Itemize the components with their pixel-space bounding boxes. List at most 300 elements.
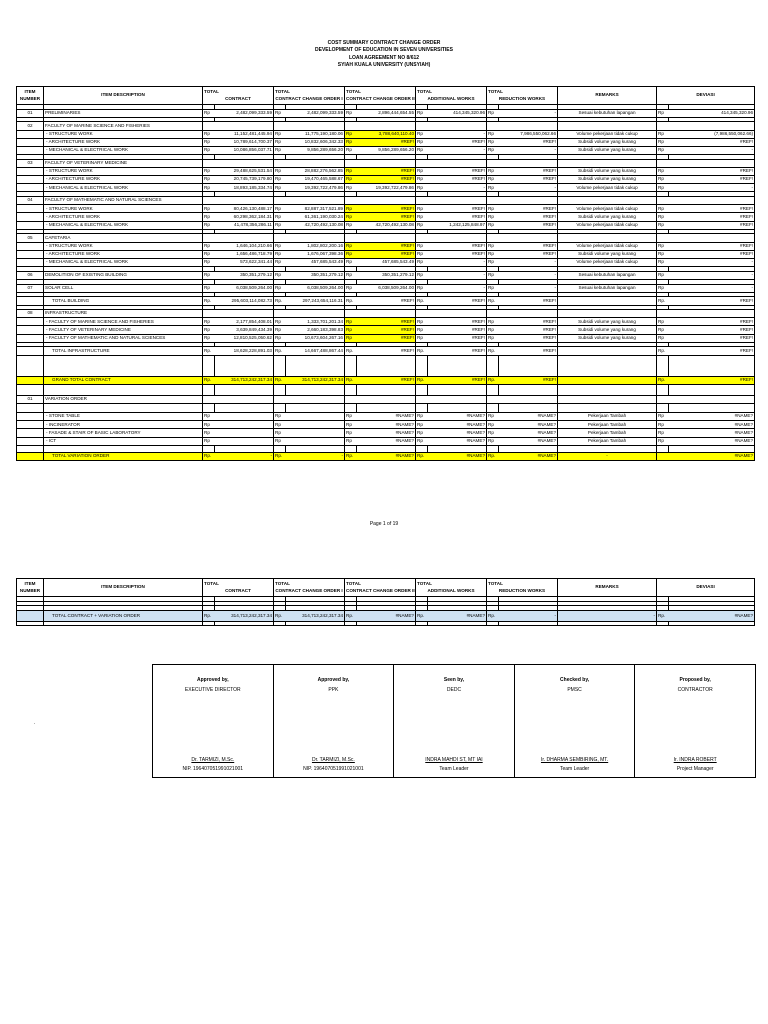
currency-label xyxy=(657,395,669,403)
cell xyxy=(499,445,558,452)
cco2-value: #NAME? xyxy=(357,413,416,421)
item-number xyxy=(17,452,44,460)
remarks: Sesuai kebutuhan lapangan xyxy=(558,109,657,117)
additional-value: #REF! xyxy=(428,205,487,213)
deviasi-value: #REF! xyxy=(669,138,755,146)
cco2-value: #REF! xyxy=(357,138,416,146)
currency-label: Rp xyxy=(345,109,357,117)
currency-label: Rp. xyxy=(203,376,215,384)
additional-value: - xyxy=(428,284,487,292)
signature-role: Approved by, xyxy=(197,677,229,683)
currency-label: Rp xyxy=(203,130,215,138)
cell xyxy=(357,445,416,452)
cell xyxy=(657,445,669,452)
currency-label: Rp xyxy=(487,318,499,326)
column-header xyxy=(487,87,558,105)
currency-label: Rp xyxy=(203,258,215,266)
currency-label: Rp xyxy=(657,437,669,445)
deviasi-value: #REF! xyxy=(669,205,755,213)
summary-table xyxy=(16,578,755,626)
cell xyxy=(286,355,345,376)
currency-label: Rp xyxy=(274,334,286,342)
reduction-value: #REF! xyxy=(499,334,558,342)
currency-label: Rp xyxy=(345,429,357,437)
cco1-value: 350,351,279.12 xyxy=(286,271,345,279)
summary-row xyxy=(17,610,755,621)
cell xyxy=(345,355,357,376)
header-label: CONTRACT CHANGE ORDER II xyxy=(346,95,415,101)
remarks xyxy=(558,310,657,318)
signature-role: Approved by, xyxy=(317,677,350,683)
additional-value: - xyxy=(428,146,487,154)
cell xyxy=(416,621,428,626)
table-row xyxy=(17,221,755,229)
currency-label xyxy=(345,159,357,167)
contract-value xyxy=(215,159,274,167)
cell xyxy=(487,445,499,452)
currency-label: Rp xyxy=(203,284,215,292)
column-header xyxy=(17,87,44,105)
cell xyxy=(215,355,274,376)
deviasi-value: #REF! xyxy=(669,326,755,334)
cco1-value xyxy=(286,421,345,429)
table-row xyxy=(17,138,755,146)
remarks: Volume pekerjaan tidak cukup xyxy=(558,242,657,250)
currency-label xyxy=(345,122,357,130)
item-number xyxy=(17,326,44,334)
cco1-value xyxy=(286,437,345,445)
deviasi-value: #REF! xyxy=(669,250,755,258)
reduction-value: #NAME? xyxy=(499,429,558,437)
currency-label: Rp. xyxy=(657,347,669,355)
currency-label: Rp xyxy=(416,326,428,334)
currency-label: Rp xyxy=(274,413,286,421)
deviasi-value: 414,345,320.96 xyxy=(669,109,755,117)
cco2-value: #REF! xyxy=(357,318,416,326)
cco1-value: 14,667,488,867.44 xyxy=(286,347,345,355)
currency-label: Rp. xyxy=(416,347,428,355)
additional-value xyxy=(428,159,487,167)
currency-label: Rp xyxy=(203,146,215,154)
currency-label: Rp. xyxy=(657,297,669,305)
header-label: TOTAL xyxy=(275,89,290,95)
currency-label: Rp xyxy=(345,284,357,292)
currency-label: Rp xyxy=(416,258,428,266)
currency-label xyxy=(657,122,669,130)
item-description: PRELIMINARIES xyxy=(44,109,203,117)
reduction-value: - xyxy=(499,610,558,621)
deviasi-value: #NAME? xyxy=(669,421,755,429)
cco2-value: #REF! xyxy=(357,250,416,258)
cell xyxy=(487,404,499,413)
currency-label: Rp xyxy=(416,250,428,258)
header-label: DEVIASI xyxy=(696,584,715,590)
currency-label: Rp. xyxy=(274,610,286,621)
currency-label: Rp xyxy=(657,138,669,146)
cell xyxy=(416,445,428,452)
header-label: TOTAL xyxy=(204,581,219,587)
remarks: Subsidi volume yang kurang xyxy=(558,250,657,258)
deviasi-value: #NAME? xyxy=(669,452,755,460)
contract-value: 314,713,242,317.34 xyxy=(215,610,274,621)
item-number xyxy=(17,334,44,342)
cell xyxy=(428,445,487,452)
cell xyxy=(274,355,286,376)
cco1-value xyxy=(286,429,345,437)
cell xyxy=(44,384,203,395)
cell xyxy=(203,355,215,376)
header-label: TOTAL xyxy=(275,581,290,587)
reduction-value: #NAME? xyxy=(499,437,558,445)
currency-label xyxy=(487,159,499,167)
header-label: ADDITIONAL WORKS xyxy=(427,95,475,101)
column-header xyxy=(558,579,657,597)
currency-label: Rp xyxy=(203,413,215,421)
column-header-row xyxy=(17,579,755,597)
deviasi-value: #REF! xyxy=(669,297,755,305)
contract-value: 314,713,242,317.34 xyxy=(215,376,274,384)
remarks xyxy=(558,197,657,205)
cco1-value xyxy=(286,413,345,421)
deviasi-value: #REF! xyxy=(669,242,755,250)
cell xyxy=(345,621,357,626)
deviasi-value xyxy=(669,395,755,403)
currency-label: Rp xyxy=(416,184,428,192)
reduction-value: #REF! xyxy=(499,242,558,250)
remarks: Subsidi volume yang kurang xyxy=(558,146,657,154)
reduction-value: #REF! xyxy=(499,205,558,213)
reduction-value xyxy=(499,234,558,242)
contract-value: 29,488,625,531.54 xyxy=(215,167,274,175)
currency-label: Rp. xyxy=(657,610,669,621)
header-label: ITEM xyxy=(24,89,36,95)
doc-title: COST SUMMARY CONTRACT CHANGE ORDER xyxy=(327,40,441,46)
item-description: - STRUCTURE WORK xyxy=(44,205,203,213)
currency-label: Rp xyxy=(274,167,286,175)
currency-label: Rp xyxy=(416,429,428,437)
remarks: Volume pekerjaan tidak cukup xyxy=(558,205,657,213)
item-description: - FACULTY OF MATHEMATIC AND NATURAL SCIENCES xyxy=(44,334,203,342)
currency-label: Rp xyxy=(416,176,428,184)
currency-label: Rp xyxy=(345,167,357,175)
contract-value: 20,745,739,179.80 xyxy=(215,176,274,184)
currency-label xyxy=(203,122,215,130)
table-row xyxy=(17,234,755,242)
cco1-value: 1,802,802,200.16 xyxy=(286,242,345,250)
remarks: Pekerjaan Tambah xyxy=(558,437,657,445)
item-number xyxy=(17,242,44,250)
item-description: SOLAR CELL xyxy=(44,284,203,292)
contract-value: 2,482,099,333.59 xyxy=(215,109,274,117)
currency-label: Rp xyxy=(203,334,215,342)
cco2-value: 2,896,444,654.55 xyxy=(357,109,416,117)
table-row xyxy=(17,146,755,154)
cco1-value: 314,713,242,317.34 xyxy=(286,610,345,621)
cell xyxy=(286,384,345,395)
header-label: REMARKS xyxy=(595,92,619,98)
cell xyxy=(274,384,286,395)
currency-label xyxy=(203,395,215,403)
signature-column xyxy=(394,665,515,777)
currency-label: Rp xyxy=(345,184,357,192)
cell xyxy=(17,621,44,626)
signature-block xyxy=(152,664,756,778)
cell xyxy=(286,621,345,626)
deviasi-value: #REF! xyxy=(669,376,755,384)
cco2-value: #NAME? xyxy=(357,610,416,621)
table-row xyxy=(17,310,755,318)
cco2-value: #REF! xyxy=(357,376,416,384)
currency-label: Rp xyxy=(487,138,499,146)
contract-value: 10,086,856,037.71 xyxy=(215,146,274,154)
currency-label: Rp xyxy=(416,413,428,421)
currency-label: Rp xyxy=(487,242,499,250)
header-label: CONTRACT xyxy=(225,95,251,101)
contract-value xyxy=(215,421,274,429)
currency-label xyxy=(487,197,499,205)
table-row xyxy=(17,452,755,460)
header-label: NUMBER xyxy=(19,587,41,593)
cell xyxy=(17,355,44,376)
contract-value xyxy=(215,429,274,437)
header-label: REDUCTION WORKS xyxy=(498,95,546,101)
cco2-value: #REF! xyxy=(357,205,416,213)
cell xyxy=(286,404,345,413)
spacer-row xyxy=(17,445,755,452)
remarks: Sesuai kebutuhan lapangan xyxy=(558,284,657,292)
contract-value: 18,628,228,891.03 xyxy=(215,347,274,355)
reduction-value xyxy=(499,122,558,130)
cell xyxy=(286,445,345,452)
additional-value: #NAME? xyxy=(428,437,487,445)
currency-label xyxy=(657,234,669,242)
cell xyxy=(669,384,755,395)
signatory-id: NIP. 196407051991021001 xyxy=(303,766,364,772)
column-header xyxy=(487,579,558,597)
deviasi-value xyxy=(669,122,755,130)
currency-label: Rp xyxy=(657,334,669,342)
currency-label xyxy=(657,197,669,205)
reduction-value xyxy=(499,395,558,403)
currency-label: Rp xyxy=(203,429,215,437)
currency-label: Rp. xyxy=(416,297,428,305)
reduction-value: #REF! xyxy=(499,167,558,175)
reduction-value xyxy=(499,197,558,205)
remarks: Pekerjaan Tambah xyxy=(558,413,657,421)
contract-value xyxy=(215,310,274,318)
cell xyxy=(215,621,274,626)
reduction-value: #NAME? xyxy=(499,413,558,421)
currency-label: Rp xyxy=(657,109,669,117)
cell xyxy=(669,355,755,376)
deviasi-value: #REF! xyxy=(669,221,755,229)
item-number: 07 xyxy=(17,284,44,292)
contract-value: 10,789,614,700.37 xyxy=(215,138,274,146)
item-description: - ICT xyxy=(44,437,203,445)
currency-label xyxy=(487,395,499,403)
contract-value: 12,810,525,050.62 xyxy=(215,334,274,342)
reduction-value: #REF! xyxy=(499,250,558,258)
currency-label: Rp xyxy=(345,213,357,221)
currency-label xyxy=(487,122,499,130)
currency-label: Rp xyxy=(345,271,357,279)
currency-label: Rp xyxy=(274,421,286,429)
signature-title: EXECUTIVE DIRECTOR xyxy=(184,687,241,693)
currency-label: Rp xyxy=(345,334,357,342)
reduction-value: - xyxy=(499,271,558,279)
cco2-value: #REF! xyxy=(357,334,416,342)
cell xyxy=(657,355,669,376)
remarks: - xyxy=(558,452,657,460)
deviasi-value xyxy=(669,159,755,167)
item-number xyxy=(17,138,44,146)
cell xyxy=(428,621,487,626)
currency-label: Rp xyxy=(657,167,669,175)
additional-value: #REF! xyxy=(428,213,487,221)
deviasi-value: #NAME? xyxy=(669,437,755,445)
remarks xyxy=(558,395,657,403)
deviasi-value: #REF! xyxy=(669,334,755,342)
header-label: ITEM DESCRIPTION xyxy=(101,584,145,590)
remarks: Subsidi volume yang kurang xyxy=(558,318,657,326)
currency-label: Rp xyxy=(487,437,499,445)
currency-label: Rp xyxy=(203,271,215,279)
spacer-row xyxy=(17,355,755,376)
contract-value xyxy=(215,437,274,445)
item-description: - MECHANICAL & ELECTRICAL WORK xyxy=(44,184,203,192)
cco1-value: 457,685,543.49 xyxy=(286,258,345,266)
item-description: FACULTY OF VETERINARY MEDICINE xyxy=(44,159,203,167)
currency-label: Rp xyxy=(487,284,499,292)
currency-label xyxy=(345,395,357,403)
currency-label: Rp xyxy=(345,421,357,429)
signature-title: PPK xyxy=(328,687,339,693)
item-number xyxy=(17,413,44,421)
cell xyxy=(657,384,669,395)
currency-label: Rp xyxy=(203,242,215,250)
cell xyxy=(357,384,416,395)
item-number: 03 xyxy=(17,159,44,167)
cco2-value: #REF! xyxy=(357,326,416,334)
item-number xyxy=(17,437,44,445)
currency-label xyxy=(203,197,215,205)
column-header xyxy=(44,87,203,105)
currency-label: Rp xyxy=(203,221,215,229)
table-row xyxy=(17,429,755,437)
cell xyxy=(499,384,558,395)
cell xyxy=(657,621,669,626)
column-header-row xyxy=(17,87,755,105)
cco1-value: 19,470,465,588.67 xyxy=(286,176,345,184)
currency-label: Rp xyxy=(487,205,499,213)
remarks: Volume pekerjaan tidak cukup xyxy=(558,258,657,266)
currency-label: Rp xyxy=(487,130,499,138)
currency-label: Rp xyxy=(416,284,428,292)
currency-label: Rp xyxy=(345,413,357,421)
item-number xyxy=(17,205,44,213)
reduction-value xyxy=(499,159,558,167)
item-description: - MECHANICAL & ELECTRICAL WORK xyxy=(44,221,203,229)
item-number xyxy=(17,221,44,229)
cco1-value xyxy=(286,122,345,130)
additional-value: #REF! xyxy=(428,250,487,258)
currency-label: Rp xyxy=(274,213,286,221)
currency-label: Rp xyxy=(657,271,669,279)
currency-label: Rp xyxy=(274,221,286,229)
table-row xyxy=(17,176,755,184)
table-row xyxy=(17,184,755,192)
currency-label: Rp xyxy=(657,130,669,138)
deviasi-value: - xyxy=(669,184,755,192)
cell xyxy=(558,621,657,626)
item-description: - STRUCTURE WORK xyxy=(44,242,203,250)
table-row xyxy=(17,122,755,130)
remarks xyxy=(558,234,657,242)
additional-value: #REF! xyxy=(428,176,487,184)
currency-label: Rp xyxy=(274,429,286,437)
cell xyxy=(669,404,755,413)
cell xyxy=(203,445,215,452)
cco2-value xyxy=(357,159,416,167)
item-number xyxy=(17,146,44,154)
currency-label: Rp xyxy=(274,242,286,250)
currency-label: Rp xyxy=(203,205,215,213)
currency-label: Rp xyxy=(203,326,215,334)
currency-label: Rp. xyxy=(345,347,357,355)
reduction-value xyxy=(499,310,558,318)
additional-value: #REF! xyxy=(428,347,487,355)
cco1-value: 6,038,509,264.00 xyxy=(286,284,345,292)
cco2-value: #REF! xyxy=(357,176,416,184)
reduction-value: - xyxy=(499,109,558,117)
currency-label: Rp xyxy=(274,130,286,138)
remarks: Volume pekerjaan tidak cukup xyxy=(558,221,657,229)
cco1-value: - xyxy=(286,452,345,460)
cell xyxy=(669,621,755,626)
currency-label: Rp xyxy=(274,205,286,213)
item-number xyxy=(17,250,44,258)
currency-label: Rp. xyxy=(345,297,357,305)
contract-value: 2,177,854,408.01 xyxy=(215,318,274,326)
currency-label xyxy=(416,395,428,403)
cell xyxy=(558,355,657,376)
cco2-value xyxy=(357,395,416,403)
spacer-row xyxy=(17,384,755,395)
item-description: - ARCHITECTURE WORK xyxy=(44,176,203,184)
currency-label: Rp xyxy=(203,109,215,117)
deviasi-value: #NAME? xyxy=(669,610,755,621)
item-number xyxy=(17,429,44,437)
remarks xyxy=(558,376,657,384)
spacer-row xyxy=(17,404,755,413)
currency-label: Rp. xyxy=(416,452,428,460)
header-label: REDUCTION WORKS xyxy=(498,587,546,593)
currency-label: Rp xyxy=(487,221,499,229)
signatory-id: Team Leader xyxy=(439,766,469,772)
remarks: Sesuai kebutuhan lapangan xyxy=(558,271,657,279)
currency-label: Rp. xyxy=(345,452,357,460)
cco2-value xyxy=(357,197,416,205)
currency-label: Rp xyxy=(487,213,499,221)
item-description: - MECHANICAL & ELECTRICAL WORK xyxy=(44,258,203,266)
currency-label xyxy=(274,159,286,167)
currency-label: Rp. xyxy=(274,452,286,460)
currency-label: Rp xyxy=(345,221,357,229)
item-number: 08 xyxy=(17,310,44,318)
additional-value: - xyxy=(428,130,487,138)
item-description: GRAND TOTAL CONTRACT xyxy=(44,376,203,384)
currency-label: Rp xyxy=(657,176,669,184)
